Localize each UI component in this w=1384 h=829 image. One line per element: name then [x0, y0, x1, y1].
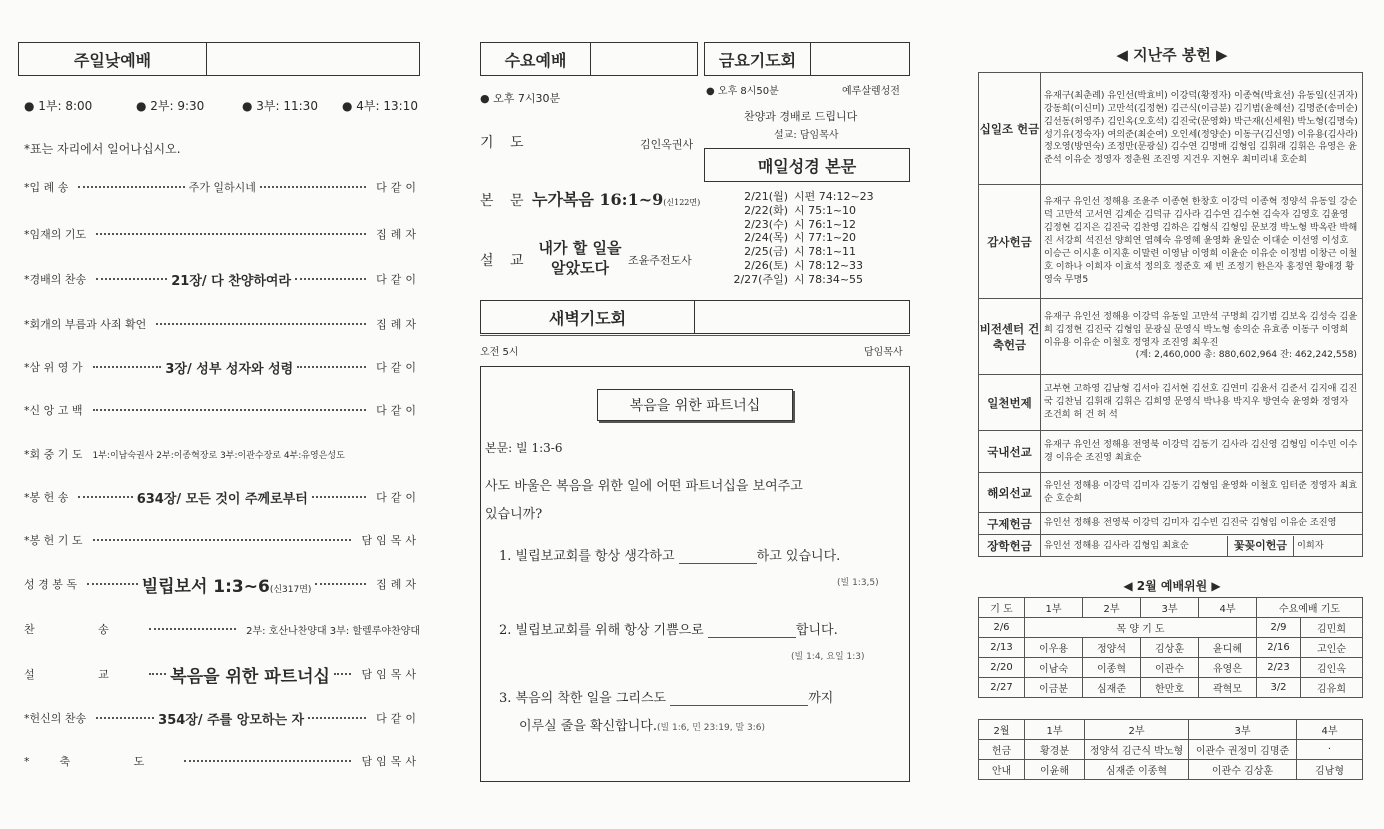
list-item: 2/23(수) 시 76:1~12	[744, 217, 857, 231]
friday-preacher: 설교: 담임목사	[774, 130, 839, 141]
dawn-prayer-title: 새벽기도회	[481, 301, 695, 333]
table-row	[979, 431, 1363, 473]
order-row: *입 례 송 주가 일하시네 다같이	[24, 181, 420, 194]
order-row: 찬 송 2부: 호산나찬양대 3부: 할렐루야찬양대	[24, 623, 420, 637]
order-row: *봉 헌 송 634장/ 모든 것이 주께로부터 다같이	[24, 491, 420, 507]
flower-category: 꽃꽂이헌금	[1227, 536, 1294, 556]
bible-study-text: 본문: 빌 1:3-6	[485, 441, 563, 455]
table-row: 2/6 목 양 기 도 2/9 김민희	[979, 618, 1363, 638]
table-row	[979, 375, 1363, 431]
bible-study-question-cont: 있습니까?	[485, 507, 543, 522]
offering-table	[978, 72, 1363, 557]
vision-sum: (계: 2,460,000 총: 880,602,964 잔: 462,242,558)	[1135, 349, 1357, 361]
table-row	[979, 299, 1363, 375]
answer-3-cont: 이루실 줄을 확신합니다.(빌 1:6, 민 23:19, 말 3:6)	[519, 719, 766, 734]
firstfruit-names: 고부현 고하영 김남형 김서아 김서현 김선호 김연미 김윤서 김준서 김지애 김진국 김찬님 김휘래 김휘은 김희영 문영식 박나용 박지우 방연숙 윤영화 정영자 조건희 허 건 허 석	[1041, 375, 1363, 431]
friday-place: 예루살렘성전	[842, 86, 900, 97]
friday-line: 찬양과 경배로 드립니다	[744, 110, 858, 123]
dawn-leader: 담임목사	[864, 347, 903, 358]
order-row: 설 교 복음을 위한 파트너십 담임목사	[24, 666, 420, 687]
bible-study-question: 사도 바울은 복음을 위한 일에 어떤 파트너십을 보여주고	[485, 479, 803, 494]
domestic-category: 국내선교	[979, 431, 1041, 473]
list-item: 2/27(주일) 시 78:34~55	[733, 272, 864, 286]
answer-2: 2. 빌립보교회를 위해 항상 기쁨으로 합니다.	[499, 623, 838, 638]
flower-names: 이희자	[1297, 539, 1324, 551]
daily-bible-header: 매일성경 본문	[704, 148, 910, 182]
order-row: 성 경 봉 독 빌립보서 1:3~6(신317면) 집례자	[24, 576, 420, 597]
wednesday-time: ● 오후 7시30분	[480, 92, 561, 105]
committee-table	[978, 597, 1363, 698]
answer-1-ref: (빌 1:3,5)	[837, 578, 879, 588]
relief-names: 유인선 정해용 전영북 이강덕 김미자 김수빈 김진국 김형임 이유순 조진영	[1041, 513, 1363, 535]
dawn-time: 오전 5시	[480, 347, 519, 358]
duty-table	[978, 719, 1363, 780]
order-row: *삼 위 영 가 3장/ 성부 성자와 성령 다같이	[24, 361, 421, 377]
list-item: 2/26(토) 시 78:12~33	[744, 258, 864, 272]
table-row: 2월 1부 2부 3부 4부	[979, 720, 1363, 740]
list-item: 2/21(월) 시편 74:12~23	[744, 190, 874, 203]
wednesday-prayer: 김인옥권사	[640, 138, 694, 151]
wednesday-text: 누가복음 16:1~9(신122면)	[532, 190, 701, 209]
domestic-names: 유재구 유인선 정해용 전영북 이강덕 김동기 김사라 김신영 김형임 이수민 이수경 이유순 조진영 최효순	[1041, 431, 1363, 473]
service-time-1: ● 1부: 8:00	[24, 99, 93, 113]
order-row: *경배의 찬송 21장/ 다 찬양하여라 다같이	[24, 273, 421, 289]
table-row: 기 도 1부 2부 3부 4부 수요예배 기도	[979, 598, 1363, 618]
scholar-names: 유인선 정해용 김사라 김형임 최효순	[1044, 539, 1189, 551]
table-row: 2/27 이금분 심재준 한만호 곽혁모 3/2 김유희	[979, 678, 1363, 698]
friday-title: 금요기도회	[705, 43, 811, 75]
firstfruit-category: 일천번제	[979, 375, 1041, 431]
relief-category: 구제헌금	[979, 513, 1041, 535]
thanks-category: 감사헌금	[979, 185, 1041, 299]
foreign-names: 유인선 정해용 이강덕 김미자 김동기 김형임 윤영화 이철호 임터준 정영자 최효순 호순희	[1041, 473, 1363, 513]
table-row	[979, 73, 1363, 185]
vision-names: 유재구 유인선 정해용 이강덕 유동일 고만석 구명희 김기범 김보옥 김성숙 김윤희 김정현 김진국 김형임 문광실 문영식 박노형 송의순 유효종 이동구 이영희 이유용 이유순 이철호 정영자 조진영 최우진	[1044, 310, 1358, 348]
sunday-worship-title: 주일낮예배	[19, 43, 207, 75]
table-row	[979, 185, 1363, 299]
service-time-2: ● 2부: 9:30	[136, 99, 205, 113]
tithe-category: 십일조 헌금	[979, 73, 1041, 185]
list-item: 2/24(목) 시 77:1~20	[744, 231, 857, 245]
order-row: *회 중 기 도 1부:이남숙권사 2부:이종혁장로 3부:이관수장로 4부:유영은성도	[24, 448, 345, 461]
answer-1: 1. 빌립보교회를 항상 생각하고 하고 있습니다.	[499, 549, 841, 564]
bible-study-box	[480, 366, 910, 782]
list-item: 2/25(금) 시 78:1~11	[744, 245, 857, 259]
foreign-category: 해외선교	[979, 473, 1041, 513]
order-row: *임재의 기도 집례자	[24, 228, 420, 241]
committee-title: ◀ 2월 예배위원 ▶	[1123, 579, 1221, 593]
order-row: *축 도 담임목사	[24, 755, 420, 768]
wednesday-sermon-title: 내가 할 일을 알았도다	[538, 239, 622, 277]
wednesday-title: 수요예배	[481, 43, 591, 75]
scholar-category: 장학헌금	[979, 535, 1041, 557]
answer-3: 3. 복음의 착한 일을 그리스도 까지	[499, 691, 834, 706]
standing-note: *표는 자리에서 일어나십시오.	[24, 142, 181, 156]
wednesday-sermon-label: 설 교	[480, 253, 530, 269]
order-row: *신 앙 고 백 다같이	[24, 404, 420, 417]
wednesday-text-label: 본 문	[480, 193, 530, 209]
friday-header	[704, 42, 910, 76]
offering-title: ◀ 지난주 봉헌 ▶	[1116, 46, 1228, 64]
sunday-worship-header	[18, 42, 420, 76]
table-row: 안내 이윤해 심재준 이종혁 이관수 김상훈 김남형	[979, 760, 1363, 780]
wednesday-preacher: 조윤주전도사	[628, 254, 692, 267]
bible-study-title: 복음을 위한 파트너십	[597, 389, 793, 421]
order-row: *회개의 부름과 사죄 확언 집례자	[24, 318, 420, 331]
table-row	[979, 535, 1363, 557]
dawn-prayer-header	[480, 300, 910, 334]
table-row: 2/20 이남숙 이종혁 이관수 유영은 2/23 김인옥	[979, 658, 1363, 678]
order-row: *헌신의 찬송 354장/ 주를 앙모하는 자 다같이	[24, 712, 420, 728]
daily-bible-list	[716, 190, 906, 287]
thanks-names: 유재구 유인선 정해용 조윤주 이종현 한창호 이강덕 이종혁 정양석 유동일 강순덕 고만석 고서연 김계순 김덕규 김사라 김수연 김수현 김숙자 김영호 김윤영 김정현 김지은 김진국 김찬영 김하은 김형식 김형임 문보경 박노형 박옥란 박해진 서강희 석진선 양희연 염혜숙 유영혜 윤영화 윤일순 이대순 이선영 이성호 이승근 이시훈 이지훈 이말련 이영남 이영희 이윤순 이유순 이정범 이창근 이철호 이하나 이희자 이효석 정의호 정준호 제 빈 조정기 한은자 홍정연 황애경 황영숙 무명5	[1041, 185, 1363, 299]
table-row	[979, 473, 1363, 513]
answer-2-ref: (빌 1:4, 요일 1:3)	[791, 652, 865, 662]
table-row	[979, 513, 1363, 535]
vision-category: 비전센터 건축헌금	[979, 299, 1041, 375]
service-time-4: ● 4부: 13:10	[342, 99, 418, 113]
table-row: 2/13 이우용 정양석 김상훈 윤디혜 2/16 고인순	[979, 638, 1363, 658]
service-time-3: ● 3부: 11:30	[242, 99, 318, 113]
wednesday-prayer-label: 기 도	[480, 135, 530, 151]
order-row: *봉 헌 기 도 담임목사	[24, 534, 420, 547]
tithe-names: 유재구(최춘례) 유인선(박효비) 이강덕(황정자) 이종혁(박효선) 유동일(신귀자) 강동희(이신미) 고만석(김정현) 김근식(이금분) 김기범(윤혜선) 김명준(송미순) 김선동(허영주) 김인옥(오호석) 김진국(문영화) 박근재(신세원) 박노형(김명숙) 성기유(정숙자) 여의준(최순여) 오인세(정양순) 이동구(김신영) 이유용(김사라) 정오영(방연숙) 조정만(문광실) 김수연 김명매 김형임 김휘래 김휘은 유영은 윤준석 이유순 정영자 정춘원 조진영 지건우 지현우 최미리내 호순희	[1041, 73, 1363, 185]
table-row: 헌금 황경분 정양석 김근식 박노형 이관수 권정미 김명준 ·	[979, 740, 1363, 760]
wednesday-header	[480, 42, 698, 76]
friday-time: ● 오후 8시50분	[706, 86, 779, 97]
list-item: 2/22(화) 시 75:1~10	[744, 203, 857, 217]
